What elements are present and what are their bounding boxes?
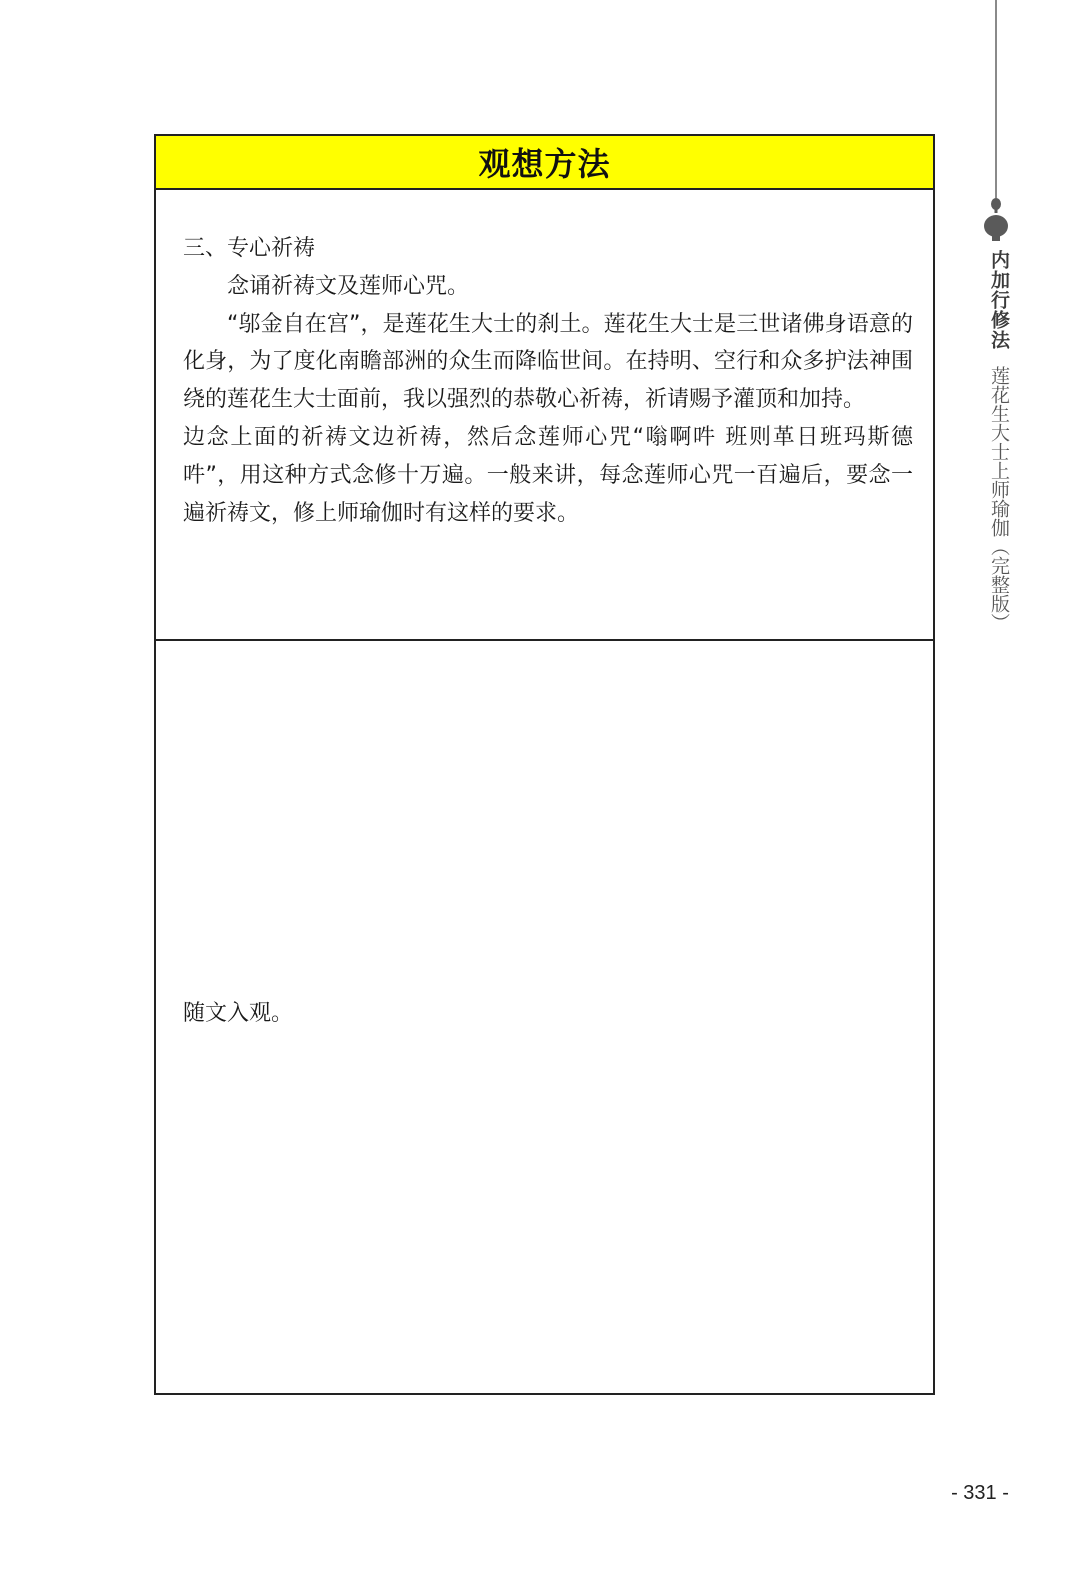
paragraph-2: “邬金自在宫”，是莲花生大士的刹土。莲花生大士是三世诸佛身语意的化身，为了度化南瞻部洲的众生而降临世间。在持明、空行和众多护法神围绕的莲花生大士面前，我以强烈的恭敬心祈祷，祈请赐予灌顶和加持。 bbox=[183, 311, 913, 413]
side-banner-title: 内加行修法 bbox=[988, 250, 1010, 350]
page-number: - 331 - bbox=[951, 1482, 1009, 1504]
section-heading: 三、专心祈祷 bbox=[183, 236, 316, 261]
visualization-section bbox=[156, 641, 933, 1393]
content-frame bbox=[154, 134, 935, 1395]
header-bar bbox=[156, 136, 933, 190]
side-vertical-line bbox=[995, 0, 997, 198]
paragraph-3: 边念上面的祈祷文边祈祷，然后念莲师心咒“嗡啊吽 班则革日班玛斯德吽”，用这种方式念修十万遍。一般来讲，每念莲师心咒一百遍后，要念一遍祈祷文，修上师瑜伽时有这样的要求。 bbox=[183, 424, 913, 526]
visualization-note: 随文入观。 bbox=[183, 1001, 294, 1026]
paragraph-1: 念诵祈祷文及莲师心咒。 bbox=[227, 273, 470, 299]
side-banner-subtitle: 莲花生大士上师瑜伽（完整版） bbox=[988, 366, 1010, 632]
prayer-text bbox=[183, 230, 913, 532]
header-title: 观想方法 bbox=[478, 145, 611, 183]
prayer-section bbox=[156, 190, 933, 641]
gourd-ornament-icon bbox=[983, 190, 1009, 248]
